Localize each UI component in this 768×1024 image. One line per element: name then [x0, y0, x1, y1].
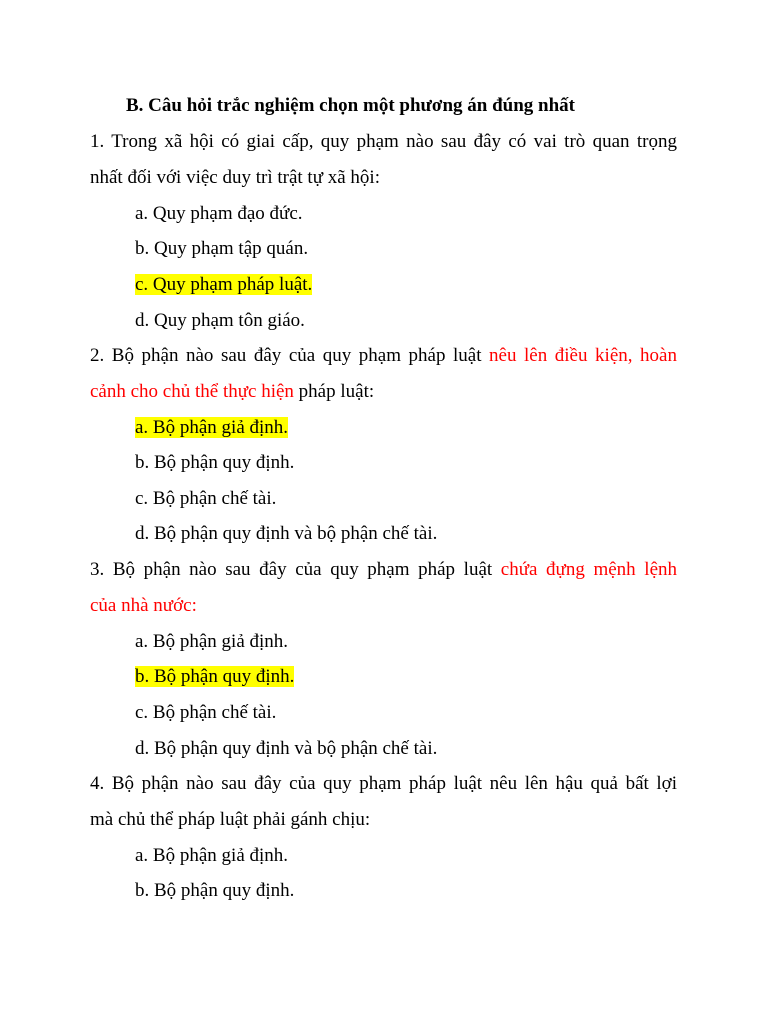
question-4-text-line-1: 4. Bộ phận nào sau đây của quy phạm pháp luật nêu lên hậu quả bất lợi: [90, 773, 677, 794]
highlighted-answer: b. Bộ phận quy định.: [135, 666, 295, 687]
option-text: a. Bộ phận giả định.: [135, 631, 289, 652]
question-3-option-a: [135, 630, 288, 654]
question-2-option-d: [135, 522, 437, 546]
question-text: 2. Bộ phận nào sau đây của quy phạm pháp luật: [90, 345, 490, 366]
option-text: d. Bộ phận quy định và bộ phận chế tài.: [135, 523, 438, 544]
emphasized-text: của nhà nước:: [90, 595, 197, 616]
option-text: a. Quy phạm đạo đức.: [135, 203, 303, 224]
option-text: c. Bộ phận chế tài.: [135, 488, 277, 509]
section-heading: B. Câu hỏi trắc nghiệm chọn một phương án đúng nhất: [126, 95, 575, 116]
question-1-option-a: [135, 202, 303, 226]
question-2-text-line-1: [90, 344, 677, 368]
option-text: b. Bộ phận quy định.: [135, 452, 295, 473]
question-3-option-d: [135, 737, 437, 761]
question-4-option-b: [135, 879, 294, 903]
option-text: c. Bộ phận chế tài.: [135, 702, 277, 723]
question-2-option-c: [135, 487, 276, 511]
option-text: b. Quy phạm tập quán.: [135, 238, 309, 259]
question-2-option-a: [135, 416, 288, 440]
option-text: d. Bộ phận quy định và bộ phận chế tài.: [135, 738, 438, 759]
question-1-option-d: [135, 309, 305, 333]
question-1-option-b: [135, 237, 308, 261]
highlighted-answer: c. Quy phạm pháp luật.: [135, 274, 313, 295]
question-3-option-c: [135, 701, 276, 725]
question-text: 3. Bộ phận nào sau đây của quy phạm pháp luật: [90, 559, 501, 580]
question-3-text-line-1: [90, 558, 677, 582]
question-4-text-line-2: mà chủ thể pháp luật phải gánh chịu:: [90, 809, 371, 830]
question-1-text-line-1: 1. Trong xã hội có giai cấp, quy phạm nào sau đây có vai trò quan trọng: [90, 131, 677, 152]
question-2-text-line-2: [90, 380, 677, 404]
option-text: b. Bộ phận quy định.: [135, 880, 295, 901]
emphasized-text: chứa đựng mệnh lệnh: [500, 559, 677, 580]
question-3-option-b: [135, 665, 294, 689]
option-text: a. Bộ phận giả định.: [135, 845, 289, 866]
question-text: pháp luật:: [293, 381, 375, 402]
question-2-option-b: [135, 451, 294, 475]
question-1-option-c: [135, 273, 312, 297]
question-1-text-line-2: nhất đối với việc duy trì trật tự xã hội:: [90, 167, 380, 188]
highlighted-answer: a. Bộ phận giả định.: [135, 417, 289, 438]
option-text: d. Quy phạm tôn giáo.: [135, 310, 305, 331]
question-4-option-a: [135, 844, 288, 868]
emphasized-text: cảnh cho chủ thể thực hiện: [90, 381, 294, 402]
emphasized-text: nêu lên điều kiện, hoàn: [489, 345, 677, 366]
question-3-text-line-2: [90, 594, 677, 618]
